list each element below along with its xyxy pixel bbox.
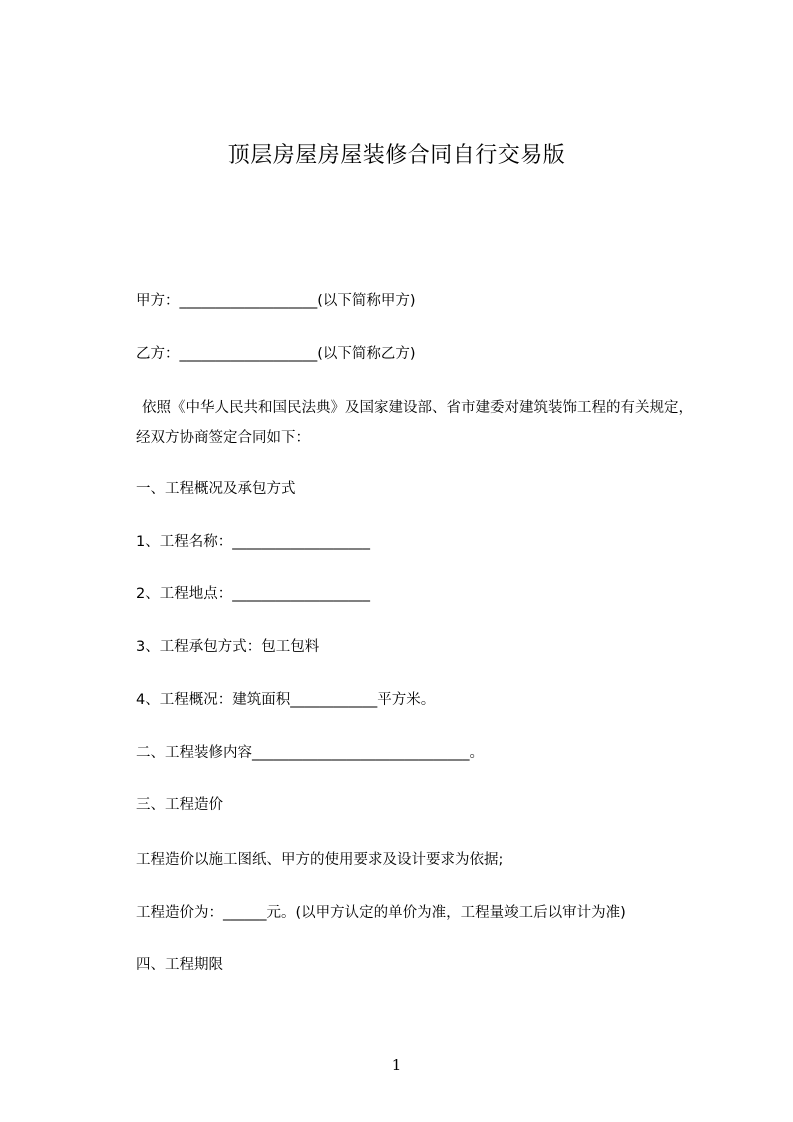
section-1-heading: 一、工程概况及承包方式 xyxy=(136,481,296,497)
item-2-line: 2、工程地点：___________________ xyxy=(136,586,370,602)
document-title: 顶层房屋房屋装修合同自行交易版 xyxy=(227,143,566,168)
section-2-heading: 二、工程装修内容______________________________。 xyxy=(136,745,484,761)
preamble-paragraph xyxy=(136,393,696,453)
item-4-line: 4、工程概况：建筑面积____________平方米。 xyxy=(136,692,436,708)
page-number: 1 xyxy=(391,1056,402,1074)
section-3-heading: 三、工程造价 xyxy=(136,797,223,813)
preamble-text: 依照《中华人民共和国民法典》及国家建设部、省市建委对建筑装饰工程的有关规定，经双方协商签定合同如下： xyxy=(136,400,693,446)
price-basis-line: 工程造价以施工图纸、甲方的使用要求及设计要求为依据; xyxy=(136,852,504,868)
price-amount-line: 工程造价为：______元。(以甲方认定的单价为准，工程量竣工后以审计为准) xyxy=(136,905,626,921)
item-3-line: 3、工程承包方式：包工包料 xyxy=(136,639,320,655)
item-1-line: 1、工程名称：___________________ xyxy=(136,534,370,550)
party-a-line: 甲方：___________________(以下简称甲方) xyxy=(136,293,416,309)
party-b-line: 乙方：___________________(以下简称乙方) xyxy=(136,346,416,362)
section-4-heading: 四、工程期限 xyxy=(136,957,223,973)
